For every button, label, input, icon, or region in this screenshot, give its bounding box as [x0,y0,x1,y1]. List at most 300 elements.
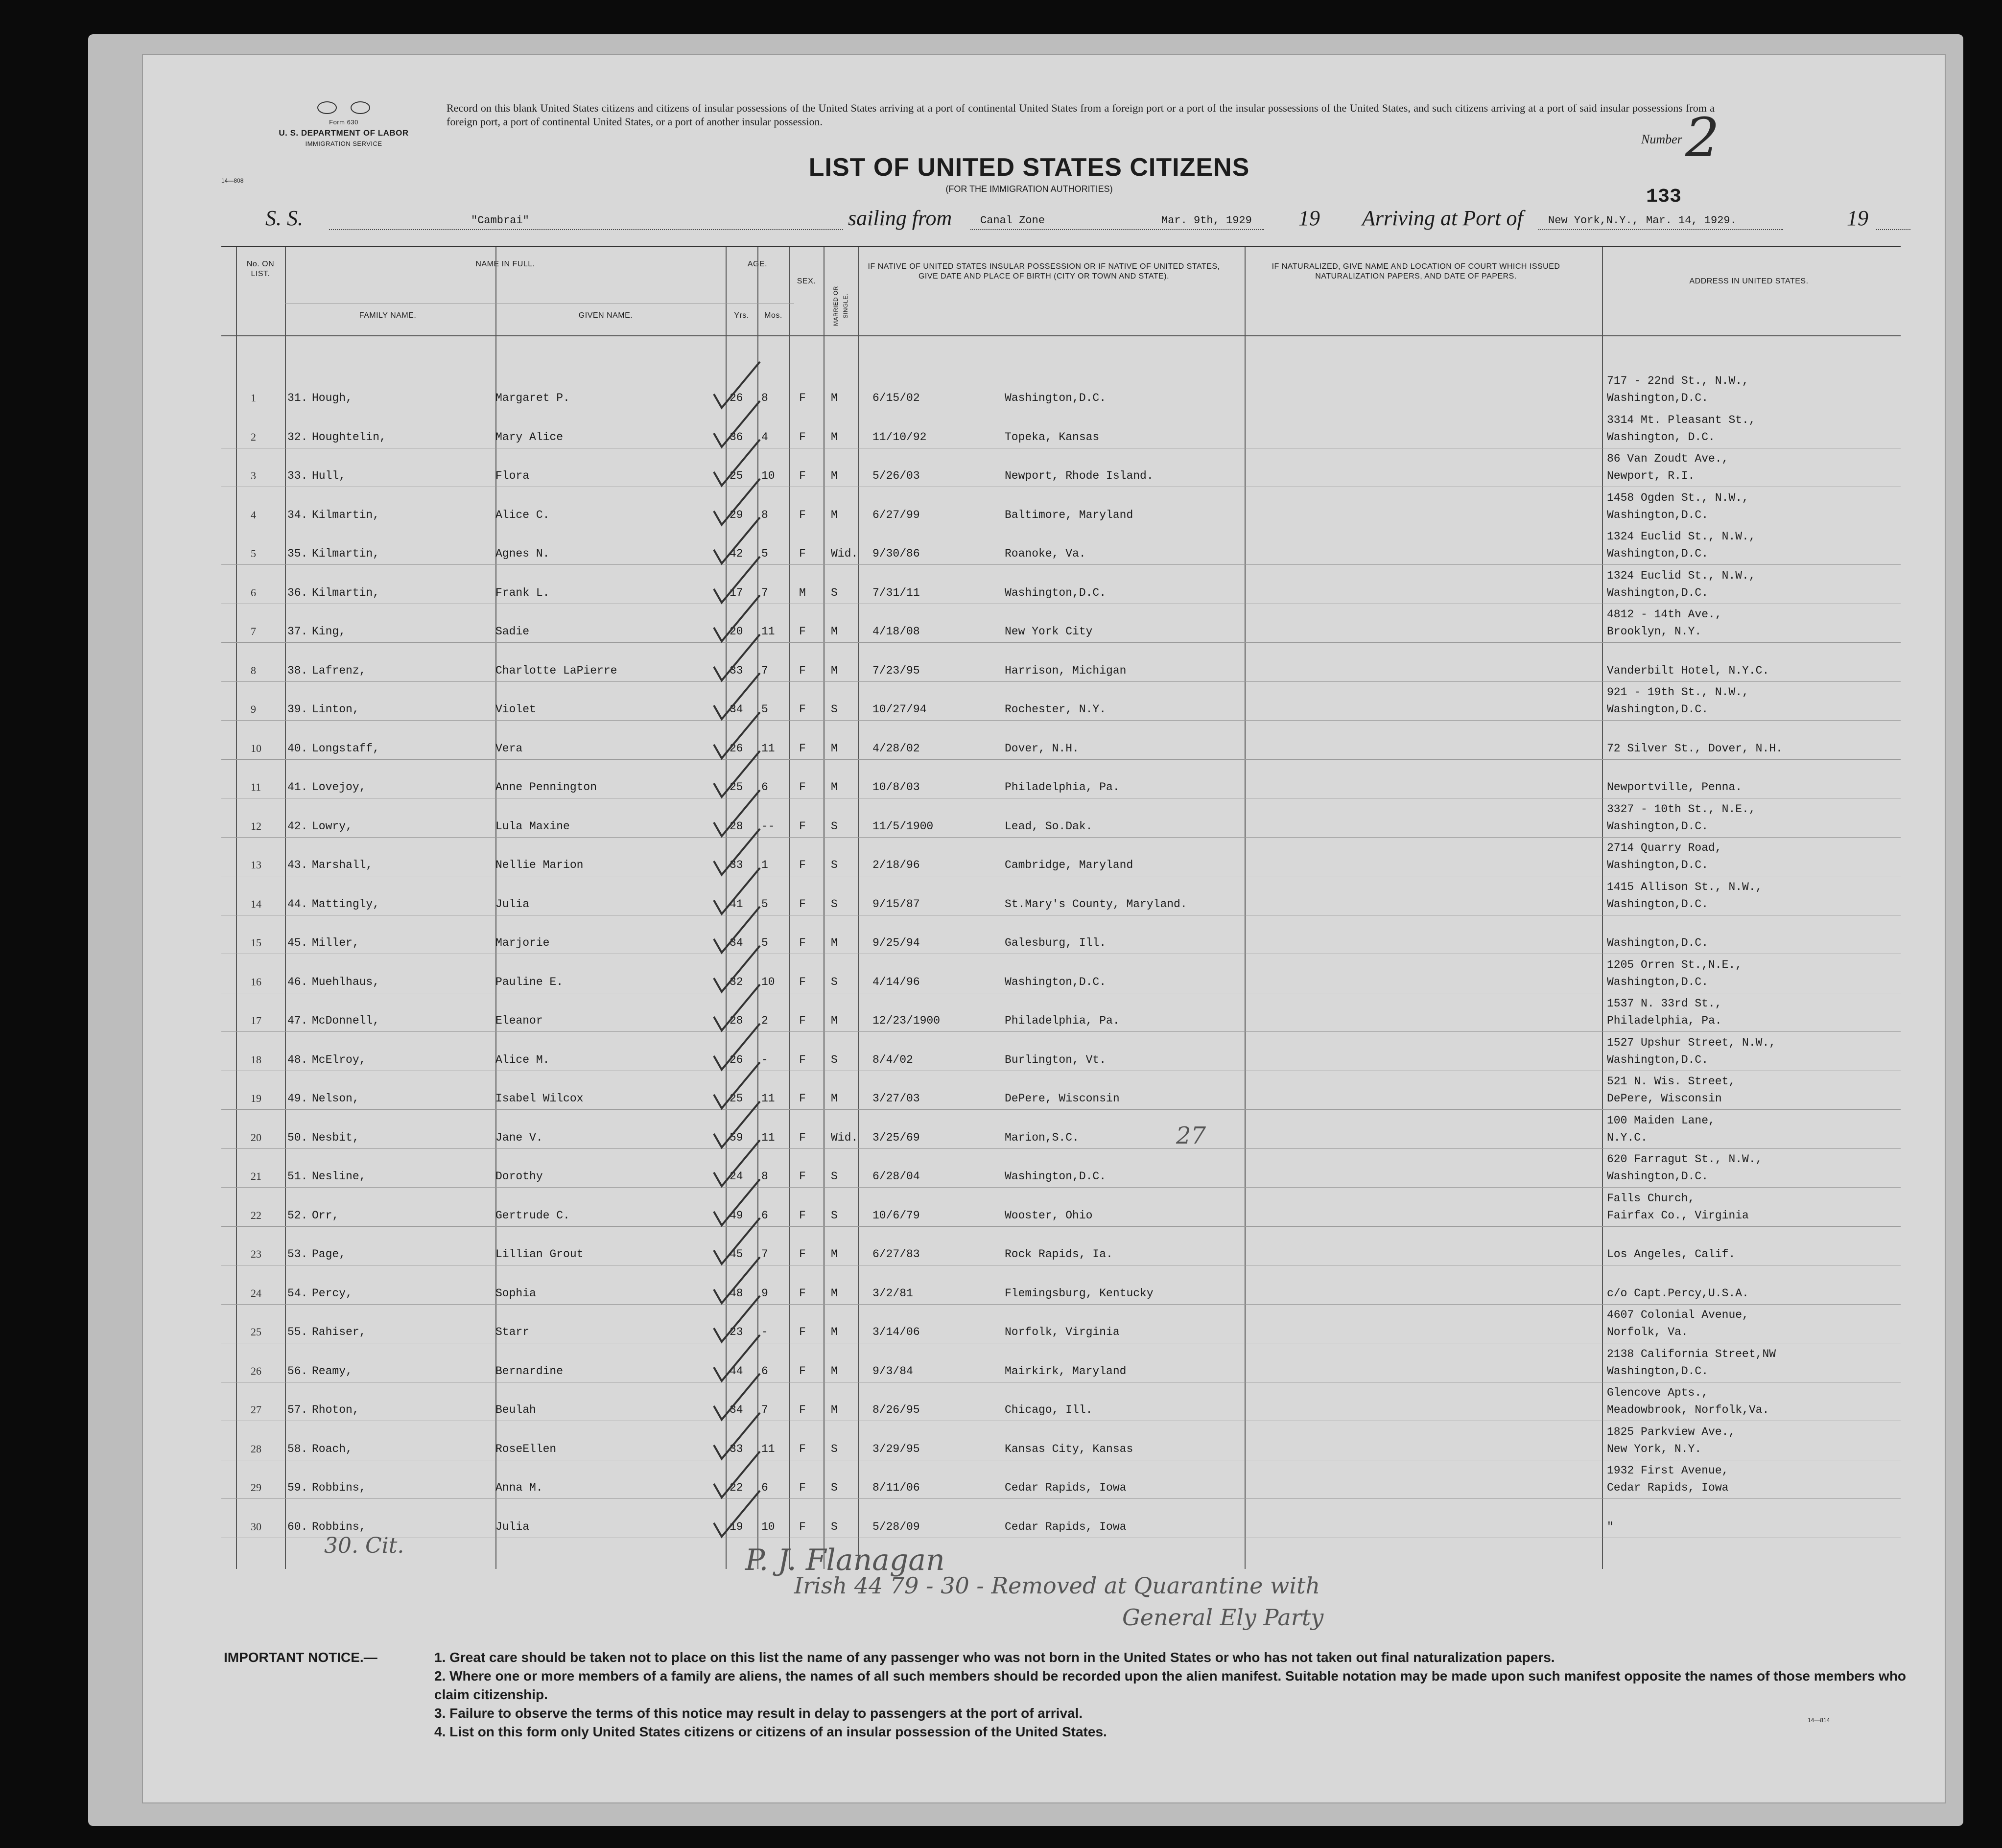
given-name: Frank L. [495,586,550,599]
row-rule [221,1109,1901,1110]
given-name: Dorothy [495,1170,543,1183]
address-line-2: Washington,D.C. [1607,975,1709,988]
row-rule [221,1226,1901,1227]
birth-date: 11/5/1900 [872,819,934,833]
list-number: 41. [287,781,308,794]
address-line-2: New York, N.Y. [1607,1442,1702,1455]
address-line-2: Cedar Rapids, Iowa [1607,1481,1729,1494]
list-number: 56. [287,1364,308,1378]
age-months: 6 [761,1481,768,1494]
age-months: 6 [761,1364,768,1378]
row-rule [221,564,1901,565]
address-line-2: Newportville, Penna. [1607,781,1743,794]
given-name: Julia [495,1520,530,1533]
address-line-2: Washington,D.C. [1607,859,1709,871]
row-rule [221,759,1901,760]
line-number: 5 [251,547,256,560]
manifest-sheet [142,54,1946,1803]
family-name: Nesbit, [312,1131,359,1144]
age-years: 29 [730,508,743,521]
line-number: 21 [251,1170,261,1182]
age-years: 33 [730,664,743,677]
marital-status: M [831,664,838,677]
line-number: 10 [251,742,261,754]
sex: F [799,1248,806,1261]
marital-status: S [831,859,838,871]
birth-date: 2/18/96 [872,859,920,871]
address-line-2: DePere, Wisconsin [1607,1092,1722,1105]
col-yrs: Yrs. [734,311,749,320]
given-name: Lula Maxine [495,819,570,833]
row-rule [221,837,1901,838]
age-years: 33 [730,1442,743,1455]
given-name: Beulah [495,1404,536,1416]
birth-place: Washington,D.C. [1005,975,1107,988]
given-name: Lillian Grout [495,1248,584,1261]
col-native: IF NATIVE OF UNITED STATES INSULAR POSSESSION OR IF NATIVE OF UNITED STATES, GIVE DATE AND PLACE OF BIRTH (CITY OR TOWN AND STATE). [868,262,1220,281]
birth-date: 6/28/04 [872,1170,920,1183]
column-rule [236,247,237,1569]
birth-date: 3/27/03 [872,1092,920,1105]
birth-date: 4/14/96 [872,975,920,988]
address-line-1: 3327 - 10th St., N.E., [1607,802,1756,816]
marital-status: M [831,742,838,755]
age-years: 49 [730,1209,743,1222]
list-number: 60. [287,1520,308,1533]
address-line-2: 72 Silver St., Dover, N.H. [1607,742,1783,755]
col-mos: Mos. [764,311,782,320]
address-line-2: Washington,D.C. [1607,508,1709,521]
birth-place: Washington,D.C. [1005,586,1107,599]
count-note: 30. Cit. [324,1533,404,1558]
given-name: Flora [495,469,530,482]
age-months: 5 [761,547,768,560]
form-number: Form 630 [329,118,358,126]
age-months: 2 [761,1014,768,1027]
list-number: 36. [287,586,308,599]
list-number: 34. [287,508,308,521]
address-line-1: 100 Maiden Lane, [1607,1114,1715,1127]
given-name: Charlotte LaPierre [495,664,617,677]
age-months: 11 [761,742,775,755]
age-years: 26 [730,742,743,755]
sex: F [799,1209,806,1222]
list-number: 40. [287,742,308,755]
family-name: Orr, [312,1209,339,1222]
birth-place: Mairkirk, Maryland [1005,1364,1127,1378]
address-line-1: 2714 Quarry Road, [1607,842,1722,854]
family-name: Roach, [312,1442,353,1455]
address-line-1: 2138 California Street,NW [1607,1347,1776,1360]
sex: F [799,781,806,794]
sex: F [799,1170,806,1183]
sailing-label: sailing from [848,206,952,230]
age-years: 42 [730,547,743,560]
given-name: Alice M. [495,1053,550,1066]
department: U. S. DEPARTMENT OF LABOR [279,128,409,138]
age-years: 59 [730,1131,743,1144]
age-years: 19 [730,1520,743,1533]
row-rule [221,1304,1901,1305]
line-number: 19 [251,1092,261,1104]
age-months: 7 [761,1248,768,1261]
line-number: 24 [251,1287,261,1299]
sex: F [799,1014,806,1027]
list-number: 51. [287,1170,308,1183]
page-subtitle: (FOR THE IMMIGRATION AUTHORITIES) [945,184,1113,194]
family-name: Lovejoy, [312,781,366,794]
age-years: 34 [730,703,743,716]
list-number: 54. [287,1287,308,1300]
address-line-1: 620 Farragut St., N.W., [1607,1153,1763,1166]
birth-place: Washington,D.C. [1005,1170,1107,1183]
marital-status: S [831,586,838,599]
age-months: 5 [761,703,768,716]
page-stamp: 133 [1646,186,1682,208]
sex: F [799,508,806,521]
marital-status: M [831,1092,838,1105]
line-number: 9 [251,703,256,715]
line-number: 13 [251,859,261,871]
birth-date: 12/23/1900 [872,1014,941,1027]
age-months: 4 [761,430,768,444]
departure-port: Canal Zone [980,214,1045,227]
family-name: McDonnell, [312,1014,380,1027]
age-months: 1 [761,859,768,871]
notice-item: 3. Failure to observe the terms of this notice may result in delay to passengers at the port of arrival. [434,1706,1083,1721]
address-line-2: Philadelphia, Pa. [1607,1014,1722,1027]
age-years: 26 [730,1053,743,1066]
column-rule [858,247,859,1569]
sex: F [799,1326,806,1338]
col-address: ADDRESS IN UNITED STATES. [1689,277,1809,285]
list-number: 59. [287,1481,308,1494]
age-years: 28 [730,1014,743,1027]
ss-label: S. S. [265,206,303,230]
birth-date: 4/18/08 [872,625,920,638]
birth-place: Philadelphia, Pa. [1005,1014,1120,1027]
row-rule [221,642,1901,643]
address-line-2: Washington,D.C. [1607,392,1709,404]
col-naturalized: IF NATURALIZED, GIVE NAME AND LOCATION OF COURT WHICH ISSUED NATURALIZATION PAPERS, AND DATE OF PAPERS. [1272,262,1560,281]
line-number: 1 [251,392,256,404]
birth-place: Rochester, N.Y. [1005,703,1107,716]
birth-date: 9/15/87 [872,897,920,911]
list-number: 58. [287,1442,308,1455]
birth-date: 11/10/92 [872,430,927,444]
given-name: Vera [495,742,523,755]
birth-date: 3/2/81 [872,1287,913,1300]
sex: F [799,1287,806,1300]
address-line-1: 521 N. Wis. Street, [1607,1075,1736,1088]
marital-status: M [831,1287,838,1300]
age-months: 11 [761,1442,775,1455]
given-name: Anna M. [495,1481,543,1494]
address-line-2: Fairfax Co., Virginia [1607,1209,1749,1222]
family-name: Hough, [312,392,353,404]
marital-status: S [831,819,838,833]
birth-date: 6/15/02 [872,392,920,404]
sex: F [799,1520,806,1533]
address-line-1: 86 Van Zoudt Ave., [1607,452,1729,465]
age-months: 5 [761,936,768,949]
family-name: Lafrenz, [312,664,366,677]
row-rule [221,1187,1901,1188]
notice-lead: IMPORTANT NOTICE.— [224,1650,377,1665]
family-name: Kilmartin, [312,508,380,521]
family-name: Mattingly, [312,897,380,911]
age-years: 25 [730,1092,743,1105]
address-line-1: 4607 Colonial Avenue, [1607,1309,1749,1321]
address-line-2: Washington, D.C. [1607,430,1715,444]
birth-place: Baltimore, Maryland [1005,508,1133,521]
given-name: Mary Alice [495,430,564,444]
given-name: Nellie Marion [495,859,584,871]
marital-status: S [831,1442,838,1455]
address-line-2: Brooklyn, N.Y. [1607,625,1702,638]
list-number: 2 [1685,106,1719,169]
age-years: 41 [730,897,743,911]
birth-date: 7/23/95 [872,664,920,677]
birth-date: 8/4/02 [872,1053,913,1066]
family-name: Marshall, [312,859,373,871]
line-number: 15 [251,936,261,949]
marital-status: M [831,781,838,794]
header-rule [221,335,1901,336]
list-number: 55. [287,1326,308,1338]
sex: M [799,586,806,599]
birth-place: Newport, Rhode Island. [1005,469,1154,482]
birth-date: 3/25/69 [872,1131,920,1144]
address-line-1: Falls Church, [1607,1192,1695,1205]
col-sex: SEX. [797,277,816,285]
birth-place: Harrison, Michigan [1005,664,1127,677]
address-line-2: Los Angeles, Calif. [1607,1248,1736,1261]
marital-status: Wid. [831,547,858,560]
given-name: Eleanor [495,1014,543,1027]
birth-place: Cambridge, Maryland [1005,859,1133,871]
birth-place: Chicago, Ill. [1005,1404,1093,1416]
birth-date: 8/26/95 [872,1404,920,1416]
sex: F [799,1131,806,1144]
address-line-1: 1825 Parkview Ave., [1607,1425,1736,1438]
manifest-table [221,246,1901,1569]
address-line-1: 1527 Upshur Street, N.W., [1607,1036,1776,1049]
marital-status: S [831,975,838,988]
marital-status: S [831,1209,838,1222]
age-months: -- [761,819,775,833]
inspector-signature: P. J. Flanagan [745,1543,945,1577]
page-title: LIST OF UNITED STATES CITIZENS [808,153,1250,182]
age-years: 20 [730,625,743,638]
sex: F [799,392,806,404]
marital-status: M [831,508,838,521]
age-months: 6 [761,1209,768,1222]
age-years: 25 [730,781,743,794]
column-rule [1602,247,1603,1569]
age-months: 8 [761,1170,768,1183]
col-given-name: GIVEN NAME. [578,311,633,320]
age-years: 23 [730,1326,743,1338]
address-line-1: 1205 Orren St.,N.E., [1607,958,1743,971]
birth-date: 10/8/03 [872,781,920,794]
family-name: Kilmartin, [312,547,380,560]
row-rule [221,681,1901,682]
birth-place: Kansas City, Kansas [1005,1442,1133,1455]
birth-place: Marion,S.C. [1005,1131,1079,1144]
age-months: 10 [761,975,775,988]
birth-place: Cedar Rapids, Iowa [1005,1481,1127,1494]
family-name: Robbins, [312,1520,366,1533]
age-months: 10 [761,469,775,482]
marital-status: M [831,1248,838,1261]
age-years: 34 [730,936,743,949]
birth-date: 10/6/79 [872,1209,920,1222]
family-name: Houghtelin, [312,430,386,444]
address-line-2: Washington,D.C. [1607,547,1709,560]
family-name: Miller, [312,936,359,949]
address-line-1: 1458 Ogden St., N.W., [1607,491,1749,504]
number-label: Number [1641,132,1682,146]
birth-date: 5/26/03 [872,469,920,482]
birth-place: DePere, Wisconsin [1005,1092,1120,1105]
age-months: 11 [761,625,775,638]
birth-place: Topeka, Kansas [1005,430,1100,444]
margin-note: 27 [1176,1122,1206,1149]
address-line-2: Washington,D.C. [1607,819,1709,833]
row-rule [221,1498,1901,1499]
age-years: 24 [730,1170,743,1183]
list-number: 43. [287,859,308,871]
line-number: 23 [251,1248,261,1260]
family-name: King, [312,625,346,638]
birth-date: 5/28/09 [872,1520,920,1533]
age-years: 33 [730,859,743,871]
age-years: 25 [730,469,743,482]
sex: F [799,1092,806,1105]
age-years: 34 [730,1404,743,1416]
line-number: 25 [251,1326,261,1338]
given-name: Starr [495,1326,530,1338]
year-label: 19 [1847,206,1868,230]
marital-status: M [831,625,838,638]
sex: F [799,547,806,560]
col-name-in-full: NAME IN FULL. [475,260,535,268]
marital-status: M [831,1404,838,1416]
given-name: Isabel Wilcox [495,1092,584,1105]
age-months: 10 [761,1520,775,1533]
address-line-1: Glencove Apts., [1607,1386,1709,1399]
seal-icon [351,101,370,114]
address-line-1: 717 - 22nd St., N.W., [1607,374,1749,387]
record-instructions: Record on this blank United States citizens and citizens of insular possessions of the United States arriving at a port of continental United States from a foreign port or a port of the insular possessions of the United States, and such citizens arriving at a port of said insular possessions from a foreign port, a port of continental United States, or a port of another insular possession. [447,102,1715,128]
family-name: Longstaff, [312,742,380,755]
marital-status: M [831,1014,838,1027]
line-number: 12 [251,819,261,832]
birth-place: Norfolk, Virginia [1005,1326,1120,1338]
age-months: 11 [761,1092,775,1105]
given-name: Pauline E. [495,975,564,988]
age-months: 6 [761,781,768,794]
birth-place: Washington,D.C. [1005,392,1107,404]
given-name: Sadie [495,625,530,638]
birth-place: Galesburg, Ill. [1005,936,1107,949]
marital-status: M [831,1326,838,1338]
sailing-date: Mar. 9th, 1929 [1161,214,1252,227]
line-number: 27 [251,1404,261,1416]
sex: F [799,1053,806,1066]
row-rule [221,1148,1901,1149]
notice-item: 4. List on this form only United States citizens or citizens of an insular possession of the United States. [434,1724,1107,1739]
line-number: 8 [251,664,256,677]
address-line-2: Norfolk, Va. [1607,1326,1688,1338]
given-name: RoseEllen [495,1442,557,1455]
address-line-1: 1537 N. 33rd St., [1607,997,1722,1010]
family-name: Kilmartin, [312,586,380,599]
list-number: 49. [287,1092,308,1105]
line-number: 17 [251,1014,261,1027]
marital-status: S [831,703,838,716]
list-number: 46. [287,975,308,988]
birth-date: 6/27/83 [872,1248,920,1261]
age-years: 48 [730,1287,743,1300]
list-number: 53. [287,1248,308,1261]
ship-name: "Cambrai" [471,214,529,227]
service: IMMIGRATION SERVICE [305,140,382,147]
sex: F [799,1364,806,1378]
age-years: 36 [730,430,743,444]
column-rule [789,247,790,1569]
address-line-2: c/o Capt.Percy,U.S.A. [1607,1287,1749,1300]
given-name: Bernardine [495,1364,564,1378]
list-number: 38. [287,664,308,677]
family-name: Rhoton, [312,1404,359,1416]
marital-status: M [831,469,838,482]
address-line-2: Newport, R.I. [1607,469,1695,482]
list-number: 45. [287,936,308,949]
list-number: 48. [287,1053,308,1066]
col-age: AGE. [747,260,768,268]
birth-date: 6/27/99 [872,508,920,521]
sex: F [799,430,806,444]
sex: F [799,703,806,716]
address-line-1: 1415 Allison St., N.W., [1607,880,1763,893]
list-number: 57. [287,1404,308,1416]
handwritten-note: Irish 44 79 - 30 - Removed at Quarantine with [794,1572,1320,1599]
given-name: Margaret P. [495,392,570,404]
address-line-2: Washington,D.C. [1607,897,1709,911]
address-line-2: Vanderbilt Hotel, N.Y.C. [1607,664,1769,677]
print-code: 14—814 [1808,1717,1830,1724]
address-line-2: Washington,D.C. [1607,586,1709,599]
line-number: 4 [251,508,256,521]
marital-status: S [831,1520,838,1533]
age-months: 9 [761,1287,768,1300]
given-name: Anne Pennington [495,781,597,794]
list-number: 52. [287,1209,308,1222]
address-line-1: 4812 - 14th Ave., [1607,608,1722,621]
age-months: 7 [761,664,768,677]
given-name: Sophia [495,1287,536,1300]
line-number: 16 [251,975,261,988]
marital-status: M [831,392,838,404]
sex: F [799,1404,806,1416]
family-name: Lowry, [312,819,353,833]
seal-icon [317,101,337,114]
row-rule [221,1031,1901,1032]
notice-item: 2. Where one or more members of a family are aliens, the names of all such members should be recorded upon the alien manifest. Suitable notation may be made upon such manifest opposite the names of those members who claim citizenship. [434,1668,1907,1702]
family-name: Nelson, [312,1092,359,1105]
